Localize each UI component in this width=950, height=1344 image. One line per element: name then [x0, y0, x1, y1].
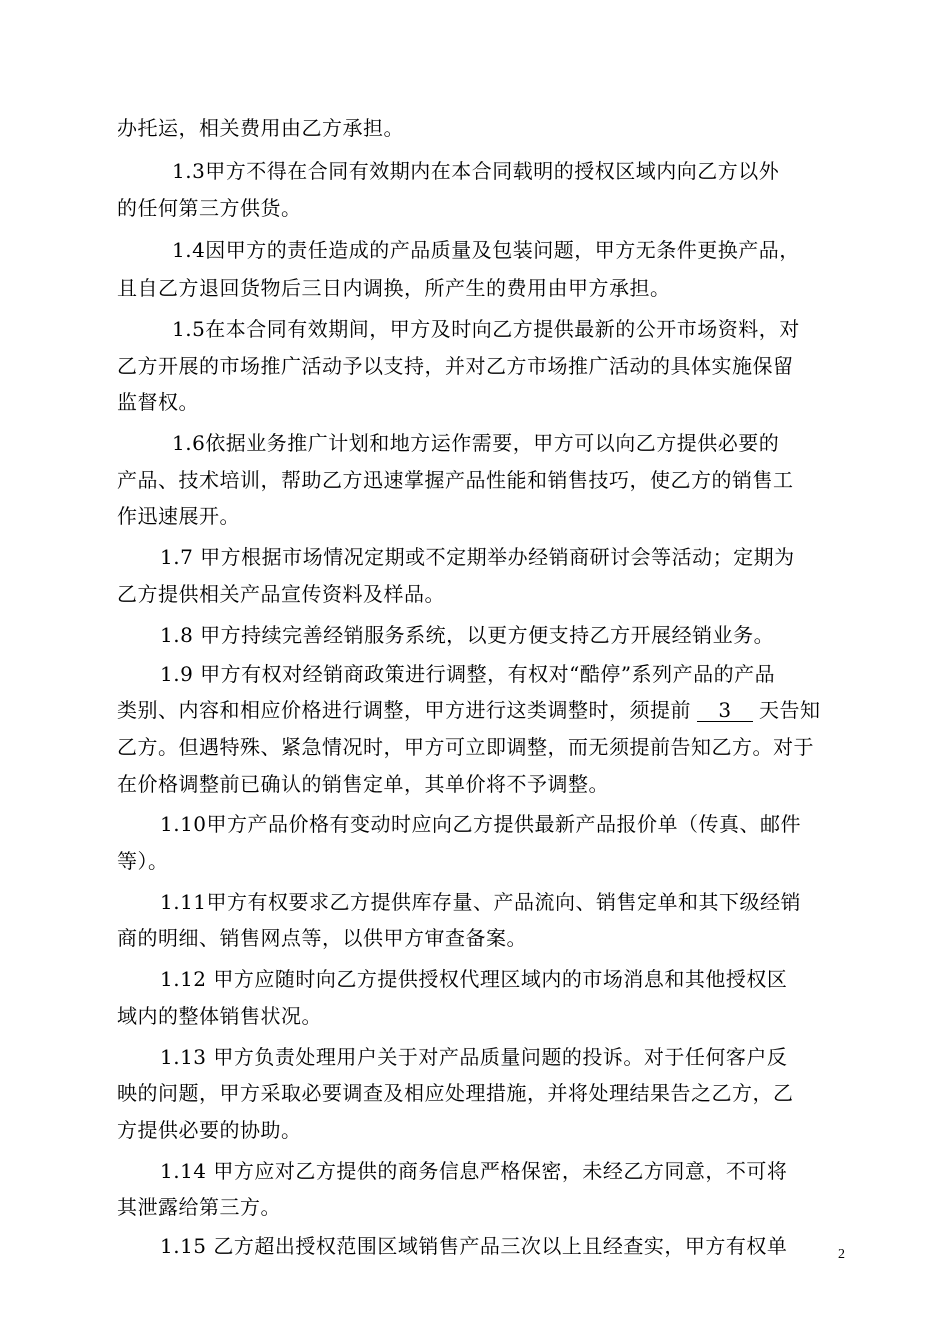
clause-1-8-line: 1.8 甲方持续完善经销服务系统，以更方便支持乙方开展经销业务。: [160, 623, 775, 647]
clause-1-9-line: 乙方。但遇特殊、紧急情况时，甲方可立即调整，而无须提前告知乙方。对于: [117, 735, 814, 759]
clause-1-10-line: 1.10甲方产品价格有变动时应向乙方提供最新产品报价单（传真、邮件: [160, 812, 802, 836]
clause-1-5-line: 乙方开展的市场推广活动予以支持，并对乙方市场推广活动的具体实施保留: [117, 354, 794, 378]
clause-1-3-line: 1.3甲方不得在合同有效期内在本合同载明的授权区域内向乙方以外: [172, 159, 780, 183]
clause-1-4-line: 且自乙方退回货物后三日内调换，所产生的费用由甲方承担。: [117, 276, 671, 300]
clause-1-11-line: 1.11甲方有权要求乙方提供库存量、产品流向、销售定单和其下级经销: [160, 890, 802, 914]
paragraph-line: 办托运，相关费用由乙方承担。: [117, 116, 404, 140]
clause-1-9-text-before-blank: 类别、内容和相应价格进行调整，甲方进行这类调整时，须提前: [117, 698, 691, 722]
clause-1-5-line: 监督权。: [117, 390, 199, 414]
clause-1-11-line: 商的明细、销售网点等，以供甲方审查备案。: [117, 926, 527, 950]
clause-1-4-line: 1.4因甲方的责任造成的产品质量及包装问题，甲方无条件更换产品，: [172, 238, 800, 262]
clause-1-9-text-after-blank: 天告知: [759, 698, 821, 722]
clause-1-3-line: 的任何第三方供货。: [117, 196, 302, 220]
clause-1-12-line: 1.12 甲方应随时向乙方提供授权代理区域内的市场消息和其他授权区: [160, 967, 788, 991]
clause-1-15-line: 1.15 乙方超出授权范围区域销售产品三次以上且经查实，甲方有权单: [160, 1234, 788, 1258]
clause-1-7-line: 乙方提供相关产品宣传资料及样品。: [117, 582, 445, 606]
clause-1-12-line: 域内的整体销售状况。: [117, 1004, 322, 1028]
notice-days-blank: 3: [697, 699, 753, 722]
clause-1-6-line: 作迅速展开。: [117, 504, 240, 528]
clause-1-10-line: 等）。: [117, 849, 169, 873]
clause-1-13-line: 映的问题，甲方采取必要调查及相应处理措施，并将处理结果告之乙方，乙: [117, 1081, 794, 1105]
clause-1-13-line: 1.13 甲方负责处理用户关于对产品质量问题的投诉。对于任何客户反: [160, 1045, 788, 1069]
clause-1-9-line: 在价格调整前已确认的销售定单，其单价将不予调整。: [117, 772, 609, 796]
clause-1-6-line: 产品、技术培训，帮助乙方迅速掌握产品性能和销售技巧，使乙方的销售工: [117, 468, 794, 492]
clause-1-6-line: 1.6依据业务推广计划和地方运作需要，甲方可以向乙方提供必要的: [172, 431, 780, 455]
clause-1-9-line: 1.9 甲方有权对经销商政策进行调整，有权对“酷停”系列产品的产品: [160, 662, 776, 686]
clause-1-14-line: 其泄露给第三方。: [117, 1195, 281, 1219]
clause-1-13-line: 方提供必要的协助。: [117, 1118, 302, 1142]
clause-1-14-line: 1.14 甲方应对乙方提供的商务信息严格保密，未经乙方同意，不可将: [160, 1159, 788, 1183]
clause-1-9-line: [117, 696, 847, 724]
clause-1-5-line: 1.5在本合同有效期间，甲方及时向乙方提供最新的公开市场资料，对: [172, 317, 800, 341]
clause-1-7-line: 1.7 甲方根据市场情况定期或不定期举办经销商研讨会等活动；定期为: [160, 545, 795, 569]
page-number: 2: [838, 1247, 845, 1262]
